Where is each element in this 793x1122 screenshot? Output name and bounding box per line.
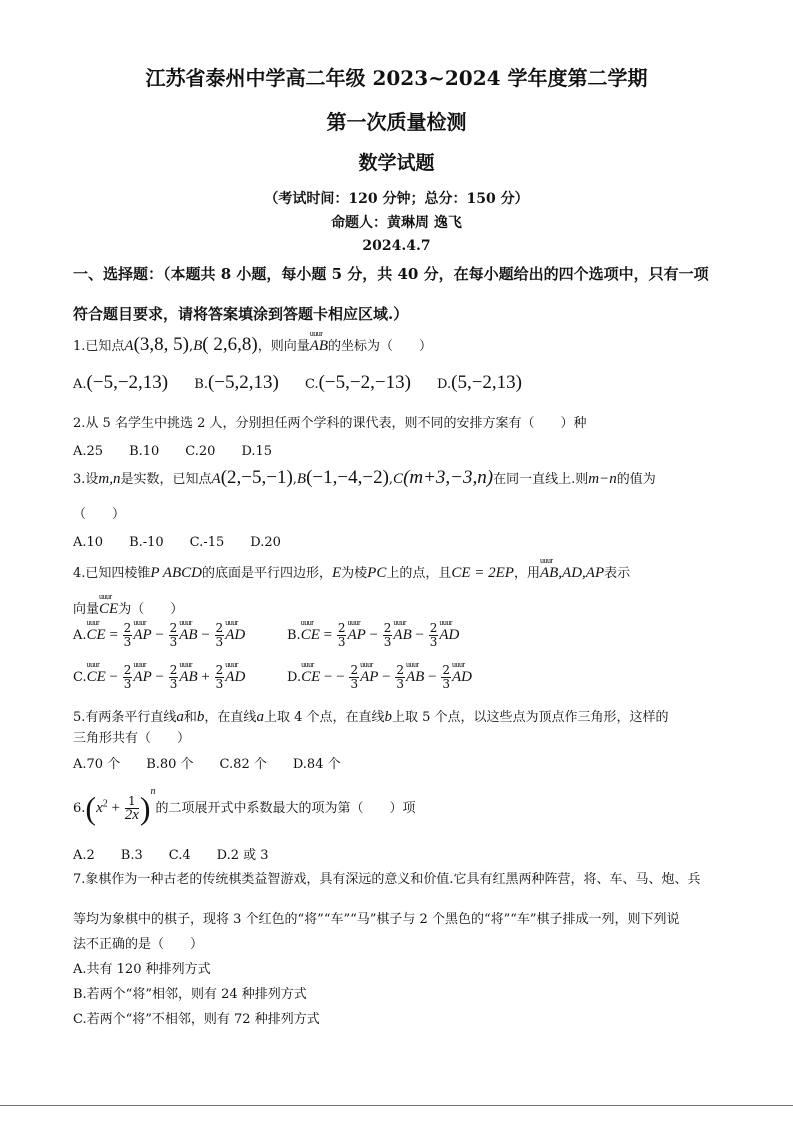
q1-point-b-coords: ( 2,6,8) <box>202 334 258 355</box>
q3-point-a: A <box>211 471 221 487</box>
section-heading-line1: 一、选择题：（本题共 8 小题，每小题 5 分，共 40 分，在每小题给出的四个选项中，只有一项 <box>73 265 709 283</box>
q4-option-d: D.uuur CE − − $\frac{2}{3}$ uuur AP − $\frac{2}{3}$ uuur AB − $\frac{2}{3}$ uuur AD <box>287 664 472 691</box>
q4-edge-pc: PC <box>367 565 387 581</box>
q4-vector-ce: uuur CE <box>99 601 118 618</box>
q7-option-b: B.若两个“将”相邻，则有 24 种排列方式 <box>73 987 307 1002</box>
question-7-line3: 法不正确的是（ ） <box>73 937 204 952</box>
q3-expr: m−n <box>588 471 617 487</box>
q4-line2-suffix: 为（ ） <box>118 602 184 617</box>
q5-prefix: 5.有两条平行直线 <box>73 710 177 725</box>
q1-option-b: B.(−5,2,13) <box>194 372 279 393</box>
q1-option-c: C.(−5,−2,−13) <box>304 372 411 393</box>
question-6: $6.(x^2$ + $\frac{1}{2x}$ )$^n$的二项展开式中系数最大的项为第（ ）项 <box>73 786 416 826</box>
q6-exp: 2 <box>102 798 108 810</box>
question-7-line2: 等均为象棋中的棋子，现将 3 个红色的“将”“车”“马”棋子与 2 个黑色的“将”“车”棋子排成一列，则下列说 <box>73 912 680 927</box>
q1-point-b: B <box>193 338 203 354</box>
question-3-options: A.10 B.-10 C.-15 D.20 <box>73 535 281 550</box>
q3-point-b: B <box>296 471 307 487</box>
exam-date: 2024.4.7 <box>362 238 431 254</box>
q6-suffix: 的二项展开式中系数最大的项为第（ ）项 <box>155 801 416 816</box>
q4-mid2: 为棱 <box>341 566 368 581</box>
question-5-line2: 三角形共有（ ） <box>73 731 191 746</box>
q5-line-a: a <box>176 709 184 725</box>
q7-option-c: C.若两个“将”不相邻，则有 72 种排列方式 <box>73 1012 320 1027</box>
q1-option-a: A.(−5,−2,13) <box>73 372 169 393</box>
exam-subtitle: 第一次质量检测 <box>326 110 467 134</box>
q7-option-a: A.共有 120 种排列方式 <box>73 962 211 977</box>
q5-suffix: 上取 5 个点，以这些点为顶点作三角形，这样的 <box>391 710 669 725</box>
question-2-options: A.25 B.10 C.20 D.15 <box>73 444 273 459</box>
q4-option-b: B.uuur CE = $\frac{2}{3}$ uuur AP − $\frac{2}{3}$ uuur AB − $\frac{2}{3}$ uuur AD <box>287 622 459 649</box>
q6-x: x <box>96 800 103 816</box>
q4-mid1: 的底面是平行四边形， <box>201 566 332 581</box>
page-bottom-divider <box>0 1105 793 1106</box>
q5-line-a-ref: a <box>256 709 264 725</box>
q3-mid2: 在同一直线上.则 <box>493 472 589 487</box>
q3-mid1: 是实数，已知点 <box>120 472 212 487</box>
q3-suffix: 的值为 <box>616 472 656 487</box>
q3-point-a-coords: (2,−5,−1) <box>220 467 293 488</box>
q1-point-a-coords: (3,8, 5) <box>133 334 189 355</box>
q4-condition: CE = 2EP <box>451 565 514 581</box>
section-heading-line2: 符合题目要求，请将答案填涂到答题卡相应区域.） <box>73 305 409 323</box>
q1-option-d: D.(5,−2,13) <box>437 372 523 393</box>
q3-point-c-coords: (m+3,−3,n) <box>403 467 494 488</box>
q5-and: 和 <box>183 710 197 725</box>
exam-title: 江苏省泰州中学高二年级 2023~2024 学年度第二学期 <box>145 66 648 90</box>
q4-suffix: 表示 <box>604 566 631 581</box>
q1-suffix: 的坐标为（ ） <box>328 339 433 354</box>
q5-line-b-ref: b <box>384 709 392 725</box>
q6-prefix: 6. <box>73 801 86 816</box>
q5-line-b: b <box>196 709 205 725</box>
q4-mid3: 上的点，且 <box>386 566 452 581</box>
exam-authors: 命题人：黄琳周 逸飞 <box>331 215 462 231</box>
q6-n: n <box>150 786 156 797</box>
q4-prefix: 4.已知四棱锥 <box>73 566 151 581</box>
question-5 <box>73 706 669 726</box>
question-1: 1.已知点A(3,8, 5),B( 2,6,8)，则向量uuur AB的坐标为（ ） <box>73 334 432 356</box>
q1-point-a: A <box>124 338 134 354</box>
q3-vars: m,n <box>98 471 121 487</box>
question-3: 3.设m,n是实数，已知点A(2,−5,−1),B(−1,−4,−2),C(m+3,−3,n)在同一直线上.则m−n的值为 <box>73 467 656 488</box>
exam-info: （考试时间：120 分钟；总分：150 分） <box>264 191 529 207</box>
question-2: 2.从 5 名学生中挑选 2 人，分别担任两个学科的课代表，则不同的安排方案有（ ）种 <box>73 416 587 431</box>
q3-point-c: C <box>393 471 404 487</box>
question-6-options: A.2 B.3 C.4 D.2 或 3 <box>73 848 269 863</box>
question-3-paren: （ ） <box>73 507 126 522</box>
q5-mid1: ，在直线 <box>204 710 257 725</box>
q3-prefix: 3.设 <box>73 472 99 487</box>
question-4 <box>73 562 630 582</box>
q5-mid2: 上取 4 个点，在直线 <box>263 710 385 725</box>
q4-line2-prefix: 向量 <box>73 602 100 617</box>
q4-solid: P ABCD <box>150 565 202 581</box>
q4-option-c: C.uuur CE − $\frac{2}{3}$ uuur AP − $\frac{2}{3}$ uuur AB + $\frac{2}{3}$ uuur AD <box>73 664 245 691</box>
q1-mid: ，则向量 <box>257 339 310 354</box>
question-4-line2 <box>73 598 183 618</box>
q4-basis-vectors: uuur AB,AD,AP <box>540 565 604 582</box>
subject-title: 数学试题 <box>358 152 435 174</box>
question-1-options <box>73 372 544 394</box>
question-5-options: A.70 个 B.80 个 C.82 个 D.84 个 <box>73 757 341 772</box>
q3-point-b-coords: (−1,−4,−2) <box>306 467 389 488</box>
q4-point-e: E <box>331 565 342 581</box>
q4-option-a: A.uuur CE = $\frac{2}{3}$ uuur AP − $\frac{2}{3}$ uuur AB − $\frac{2}{3}$ uuur AD <box>73 622 245 649</box>
q4-mid4: ，用 <box>513 566 540 581</box>
q1-vector-ab: uuur AB <box>310 338 328 355</box>
q1-prefix: 1.已知点 <box>73 339 125 354</box>
question-7-line1: 7.象棋作为一种古老的传统棋类益智游戏，具有深远的意义和价值.它具有红黑两种阵营，将、车、马、炮、兵 <box>73 872 701 887</box>
